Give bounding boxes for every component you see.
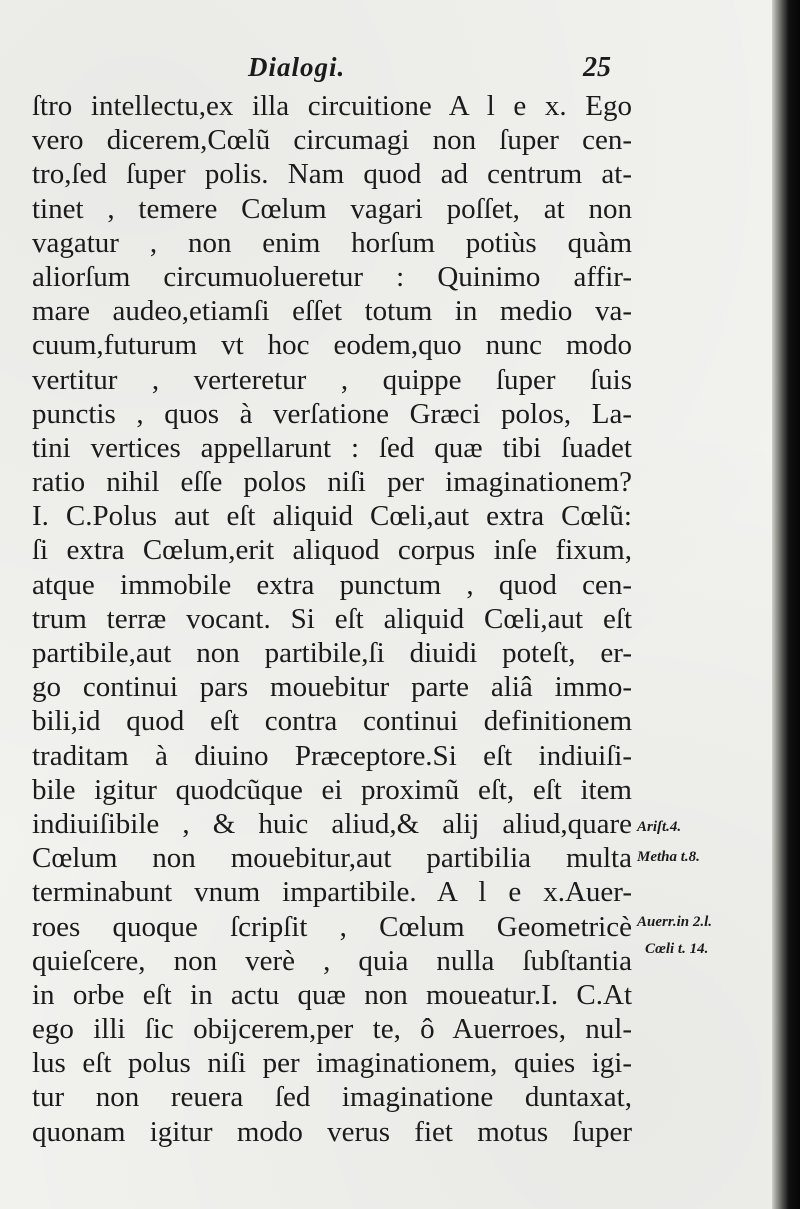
running-head-title: Dialogi. <box>248 52 346 82</box>
text-line: I. C.Polus aut eſt aliquid Cœli,aut extra Cœlũ: <box>32 500 632 533</box>
text-line: mare audeo,etiamſi eſſet totum in medio va- <box>32 295 632 328</box>
text-line: trum terræ vocant. Si eſt aliquid Cœli,aut eſt <box>32 602 632 635</box>
text-line: atque immobile extra punctum , quod cen- <box>32 568 632 601</box>
text-line: in orbe eſt in actu quæ non moueatur.I. C.At <box>32 978 632 1011</box>
text-line: cuum,futurum vt hoc eodem,quo nunc modo <box>32 329 632 362</box>
book-gutter-shadow <box>772 0 800 1209</box>
text-line: terminabunt vnum impartibile. A l e x.Auer- <box>32 876 632 909</box>
marginal-note: Cœli t. 14. <box>645 941 709 957</box>
text-line: go continui pars mouebitur parte aliâ immo- <box>32 671 632 704</box>
marginal-note: Auerr.in 2.l. <box>637 914 713 930</box>
text-line: tinet , temere Cœlum vagari poſſet, at non <box>32 192 632 225</box>
text-line: tur non reuera ſed imaginatione duntaxat, <box>32 1081 632 1114</box>
main-text-block <box>32 89 632 1149</box>
page-number: 25 <box>583 52 611 83</box>
text-line: roes quoque ſcripſit , Cœlum Geometricè <box>32 910 632 943</box>
text-line: indiuiſibile , & huic aliud,& alij aliud,quare <box>32 807 632 840</box>
text-line: ego illi ſic obijcerem,per te, ô Auerroes, nul- <box>32 1013 632 1046</box>
text-line: traditam à diuino Præceptore.Si eſt indiuiſi- <box>32 739 632 772</box>
text-line: bile igitur quodcũque ei proximũ eſt, eſt item <box>32 773 632 806</box>
text-line: bili,id quod eſt contra continui definitionem <box>32 705 632 738</box>
text-line: ratio nihil eſſe polos niſi per imaginationem? <box>32 466 632 499</box>
text-line: lus eſt polus niſi per imaginationem, quies igi- <box>32 1047 632 1080</box>
text-line: punctis , quos à verſatione Græci polos, La- <box>32 397 632 430</box>
text-line: aliorſum circumuolueretur : Quinimo affir- <box>32 260 632 293</box>
text-line: partibile,aut non partibile,ſi diuidi poteſt, er- <box>32 637 632 669</box>
text-line: tini vertices appellarunt : ſed quæ tibi ſuadet <box>32 431 632 464</box>
marginal-note: Ariſt.4. <box>637 819 682 835</box>
text-line: ſtro intellectu,ex illa circuitione A l e x. Ego <box>32 90 632 122</box>
text-line: vero dicerem,Cœlũ circumagi non ſuper cen- <box>32 124 632 157</box>
text-line: vagatur , non enim horſum potiùs quàm <box>32 226 632 259</box>
text-line: quonam igitur modo verus fiet motus ſuper <box>32 1115 632 1148</box>
text-line: quieſcere, non verè , quia nulla ſubſtantia <box>32 944 632 977</box>
marginal-note: Metha t.8. <box>637 849 700 865</box>
text-line: Cœlum non mouebitur,aut partibilia multa <box>32 842 632 875</box>
text-line: ſi extra Cœlum,erit aliquod corpus inſe fixum, <box>32 534 632 567</box>
text-line: tro,ſed ſuper polis. Nam quod ad centrum at- <box>32 158 632 191</box>
text-line: vertitur , verteretur , quippe ſuper ſuis <box>32 363 632 396</box>
